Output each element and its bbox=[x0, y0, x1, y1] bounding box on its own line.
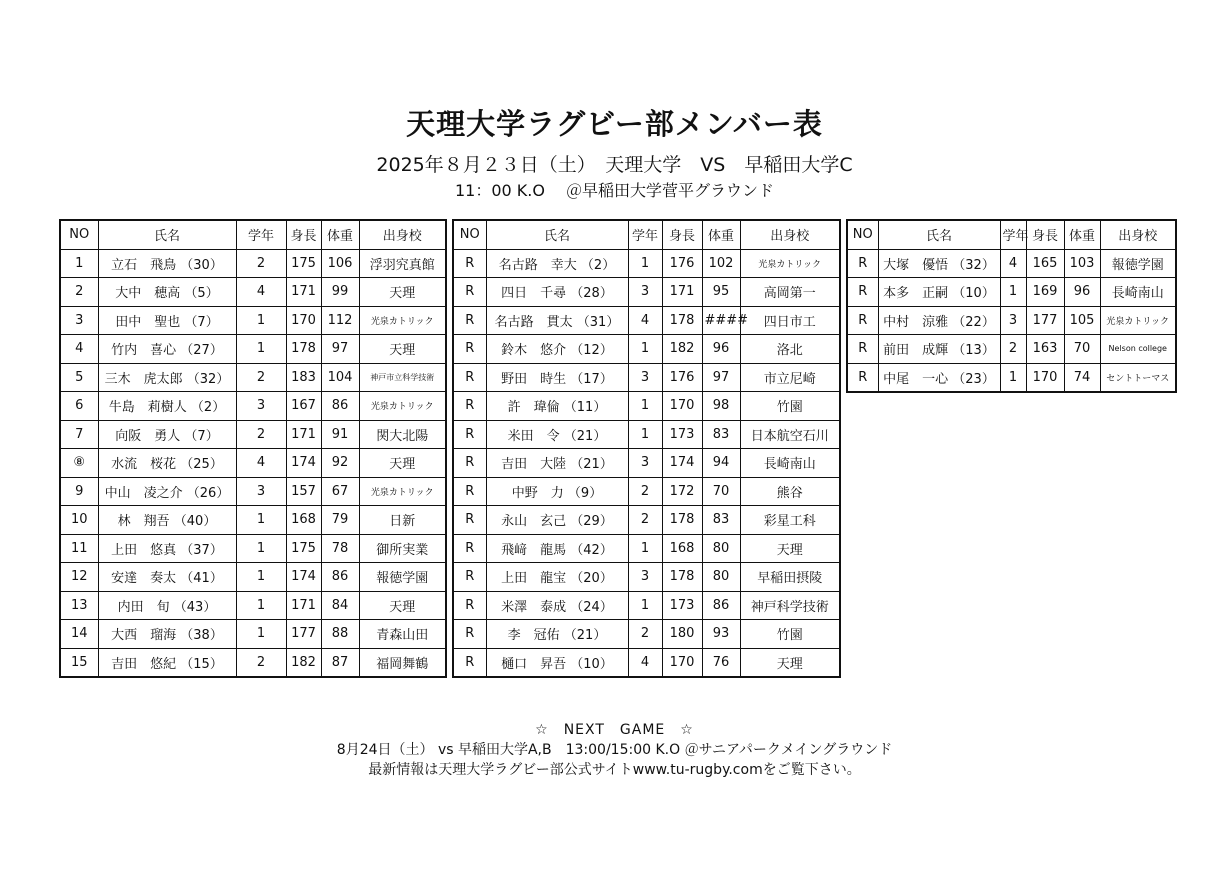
grade-cell: 3 bbox=[628, 449, 662, 478]
header-weight: 体重 bbox=[321, 220, 359, 249]
name-cell: 名古路 貫太 （31） bbox=[486, 306, 628, 335]
grade-cell: 1 bbox=[1000, 278, 1026, 307]
table-row bbox=[453, 420, 840, 449]
grade-cell: 2 bbox=[236, 648, 286, 677]
header-school: 出身校 bbox=[1100, 220, 1176, 249]
height-cell: 178 bbox=[662, 563, 702, 592]
height-cell: 170 bbox=[1026, 363, 1064, 392]
name-cell: 大中 穂高 （5） bbox=[98, 278, 236, 307]
weight-cell: 97 bbox=[702, 363, 740, 392]
no-cell: 3 bbox=[60, 306, 98, 335]
height-cell: 174 bbox=[286, 449, 321, 478]
school-cell: 熊谷 bbox=[740, 477, 840, 506]
table-row bbox=[847, 249, 1176, 278]
school-cell: 光泉カトリック bbox=[359, 306, 446, 335]
name-cell: 上田 悠真 （37） bbox=[98, 534, 236, 563]
grade-cell: 1 bbox=[628, 420, 662, 449]
name-cell: 中山 凌之介 （26） bbox=[98, 477, 236, 506]
no-cell: R bbox=[847, 363, 878, 392]
height-cell: 180 bbox=[662, 620, 702, 649]
weight-cell: 86 bbox=[702, 591, 740, 620]
grade-cell: 4 bbox=[236, 449, 286, 478]
table-row bbox=[60, 392, 446, 421]
school-cell: 天理 bbox=[740, 534, 840, 563]
kickoff-venue: 11：00 K.O ＠早稲田大学菅平グラウンド bbox=[454, 181, 775, 200]
no-cell: 4 bbox=[60, 335, 98, 364]
school-cell: 早稲田摂陵 bbox=[740, 563, 840, 592]
table-row bbox=[60, 506, 446, 535]
height-cell: 167 bbox=[286, 392, 321, 421]
header-grade: 学年 bbox=[1000, 220, 1026, 249]
table-row bbox=[453, 591, 840, 620]
name-cell: 安達 奏太 （41） bbox=[98, 563, 236, 592]
table-row bbox=[60, 534, 446, 563]
name-cell: 牛島 莉樹人 （2） bbox=[98, 392, 236, 421]
name-cell: 飛﨑 龍馬 （42） bbox=[486, 534, 628, 563]
grade-cell: 2 bbox=[236, 420, 286, 449]
weight-cell: 80 bbox=[702, 563, 740, 592]
height-cell: 178 bbox=[286, 335, 321, 364]
grade-cell: 1 bbox=[236, 335, 286, 364]
header-name: 氏名 bbox=[486, 220, 628, 249]
weight-cell: 94 bbox=[702, 449, 740, 478]
height-cell: 170 bbox=[662, 648, 702, 677]
school-cell: 天理 bbox=[359, 335, 446, 364]
school-cell: 神戸市立科学技術 bbox=[359, 363, 446, 392]
name-cell: 中野 力 （9） bbox=[486, 477, 628, 506]
school-cell: 光泉カトリック bbox=[740, 249, 840, 278]
school-cell: 福岡舞鶴 bbox=[359, 648, 446, 677]
roster-table-reserves-1 bbox=[452, 219, 841, 678]
weight-cell: 92 bbox=[321, 449, 359, 478]
school-cell: 報徳学園 bbox=[359, 563, 446, 592]
weight-cell: 102 bbox=[702, 249, 740, 278]
no-cell: 6 bbox=[60, 392, 98, 421]
header-name: 氏名 bbox=[878, 220, 1000, 249]
table-row bbox=[453, 306, 840, 335]
roster-table-reserves-2 bbox=[846, 219, 1177, 393]
header-row bbox=[60, 220, 446, 249]
weight-cell: 67 bbox=[321, 477, 359, 506]
name-cell: 許 瑋倫 （11） bbox=[486, 392, 628, 421]
grade-cell: 3 bbox=[236, 392, 286, 421]
table-row bbox=[453, 249, 840, 278]
header-row bbox=[453, 220, 840, 249]
grade-cell: 3 bbox=[628, 563, 662, 592]
header-height: 身長 bbox=[662, 220, 702, 249]
weight-cell: 106 bbox=[321, 249, 359, 278]
grade-cell: 4 bbox=[236, 278, 286, 307]
school-cell: 浮羽究真館 bbox=[359, 249, 446, 278]
table-row bbox=[60, 306, 446, 335]
table-row bbox=[60, 563, 446, 592]
no-cell: R bbox=[453, 591, 486, 620]
header-school: 出身校 bbox=[359, 220, 446, 249]
name-cell: 大塚 優悟 （32） bbox=[878, 249, 1000, 278]
height-cell: 177 bbox=[286, 620, 321, 649]
school-cell: 天理 bbox=[740, 648, 840, 677]
height-cell: 168 bbox=[286, 506, 321, 535]
table-row bbox=[60, 620, 446, 649]
weight-cell: 70 bbox=[1064, 335, 1100, 364]
header-height: 身長 bbox=[286, 220, 321, 249]
grade-cell: 1 bbox=[628, 534, 662, 563]
weight-cell: 83 bbox=[702, 420, 740, 449]
no-cell: R bbox=[453, 563, 486, 592]
height-cell: 177 bbox=[1026, 306, 1064, 335]
weight-cell: 93 bbox=[702, 620, 740, 649]
no-cell: R bbox=[453, 506, 486, 535]
name-cell: 三木 虎太郎 （32） bbox=[98, 363, 236, 392]
height-cell: 169 bbox=[1026, 278, 1064, 307]
next-game-heading: ☆ NEXT GAME ☆ bbox=[535, 722, 694, 738]
name-cell: 上田 龍宝 （20） bbox=[486, 563, 628, 592]
grade-cell: 1 bbox=[236, 534, 286, 563]
no-cell: 11 bbox=[60, 534, 98, 563]
header-school: 出身校 bbox=[740, 220, 840, 249]
no-cell: R bbox=[847, 335, 878, 364]
weight-cell: 104 bbox=[321, 363, 359, 392]
no-cell: 10 bbox=[60, 506, 98, 535]
height-cell: 175 bbox=[286, 534, 321, 563]
name-cell: 野田 時生 （17） bbox=[486, 363, 628, 392]
school-cell: 光泉カトリック bbox=[359, 477, 446, 506]
weight-cell: 99 bbox=[321, 278, 359, 307]
header-no: NO bbox=[60, 220, 98, 249]
no-cell: R bbox=[847, 306, 878, 335]
weight-cell: 80 bbox=[702, 534, 740, 563]
weight-cell: 87 bbox=[321, 648, 359, 677]
table-row bbox=[60, 420, 446, 449]
name-cell: 名古路 幸大 （2） bbox=[486, 249, 628, 278]
name-cell: 米田 令 （21） bbox=[486, 420, 628, 449]
header-weight: 体重 bbox=[1064, 220, 1100, 249]
school-cell: 洛北 bbox=[740, 335, 840, 364]
name-cell: 中尾 一心 （23） bbox=[878, 363, 1000, 392]
school-cell: 光泉カトリック bbox=[1100, 306, 1176, 335]
name-cell: 四日 千尋 （28） bbox=[486, 278, 628, 307]
no-cell: 14 bbox=[60, 620, 98, 649]
weight-cell: 98 bbox=[702, 392, 740, 421]
no-cell: 13 bbox=[60, 591, 98, 620]
table-row bbox=[453, 477, 840, 506]
school-cell: 長崎南山 bbox=[740, 449, 840, 478]
weight-cell: 96 bbox=[1064, 278, 1100, 307]
height-cell: 163 bbox=[1026, 335, 1064, 364]
no-cell: R bbox=[453, 534, 486, 563]
name-cell: 田中 聖也 （7） bbox=[98, 306, 236, 335]
height-cell: 157 bbox=[286, 477, 321, 506]
school-cell: 竹園 bbox=[740, 392, 840, 421]
table-row bbox=[453, 620, 840, 649]
table-row bbox=[453, 335, 840, 364]
weight-cell: 112 bbox=[321, 306, 359, 335]
name-cell: 樋口 昇吾 （10） bbox=[486, 648, 628, 677]
next-game-detail: 8月24日（土） vs 早稲田大学A,B 13:00/15:00 K.O ＠サニアパークメイングラウンド bbox=[336, 742, 893, 758]
height-cell: 173 bbox=[662, 420, 702, 449]
school-cell: Nelson college bbox=[1100, 335, 1176, 364]
weight-cell: 83 bbox=[702, 506, 740, 535]
height-cell: 176 bbox=[662, 363, 702, 392]
school-cell: 天理 bbox=[359, 449, 446, 478]
table-row bbox=[453, 563, 840, 592]
height-cell: 170 bbox=[662, 392, 702, 421]
grade-cell: 1 bbox=[236, 306, 286, 335]
name-cell: 竹内 喜心 （27） bbox=[98, 335, 236, 364]
name-cell: 米澤 泰成 （24） bbox=[486, 591, 628, 620]
height-cell: 174 bbox=[662, 449, 702, 478]
school-cell: 市立尼崎 bbox=[740, 363, 840, 392]
school-cell: 日新 bbox=[359, 506, 446, 535]
no-cell: 1 bbox=[60, 249, 98, 278]
name-cell: 吉田 悠紀 （15） bbox=[98, 648, 236, 677]
grade-cell: 2 bbox=[628, 506, 662, 535]
weight-cell: 97 bbox=[321, 335, 359, 364]
height-cell: 171 bbox=[286, 591, 321, 620]
weight-cell: 103 bbox=[1064, 249, 1100, 278]
header-no: NO bbox=[847, 220, 878, 249]
header-height: 身長 bbox=[1026, 220, 1064, 249]
weight-cell: 86 bbox=[321, 392, 359, 421]
no-cell: R bbox=[453, 335, 486, 364]
weight-cell: 79 bbox=[321, 506, 359, 535]
no-cell: 2 bbox=[60, 278, 98, 307]
table-row bbox=[60, 477, 446, 506]
grade-cell: 1 bbox=[628, 335, 662, 364]
height-cell: 172 bbox=[662, 477, 702, 506]
grade-cell: 4 bbox=[628, 648, 662, 677]
weight-cell: 86 bbox=[321, 563, 359, 592]
grade-cell: 2 bbox=[236, 363, 286, 392]
school-cell: 彩星工科 bbox=[740, 506, 840, 535]
school-cell: 四日市工 bbox=[740, 306, 840, 335]
height-cell: 178 bbox=[662, 506, 702, 535]
no-cell: R bbox=[453, 363, 486, 392]
official-site-info: 最新情報は天理大学ラグビー部公式サイトwww.tu-rugby.comをご覧下さい。 bbox=[368, 762, 861, 778]
no-cell: R bbox=[453, 306, 486, 335]
grade-cell: 3 bbox=[628, 278, 662, 307]
table-row bbox=[453, 449, 840, 478]
height-cell: 183 bbox=[286, 363, 321, 392]
height-cell: 168 bbox=[662, 534, 702, 563]
header-grade: 学年 bbox=[236, 220, 286, 249]
no-cell: R bbox=[453, 278, 486, 307]
table-row bbox=[453, 392, 840, 421]
no-cell: 5 bbox=[60, 363, 98, 392]
grade-cell: 3 bbox=[628, 363, 662, 392]
table-row bbox=[847, 363, 1176, 392]
school-cell: 御所実業 bbox=[359, 534, 446, 563]
weight-cell: 95 bbox=[702, 278, 740, 307]
roster-table-starters bbox=[59, 219, 447, 678]
table-row bbox=[60, 449, 446, 478]
name-cell: 吉田 大陸 （21） bbox=[486, 449, 628, 478]
header-weight: 体重 bbox=[702, 220, 740, 249]
school-cell: 光泉カトリック bbox=[359, 392, 446, 421]
weight-cell: 96 bbox=[702, 335, 740, 364]
table-row bbox=[60, 363, 446, 392]
table-row bbox=[453, 363, 840, 392]
no-cell: R bbox=[453, 249, 486, 278]
name-cell: 本多 正嗣 （10） bbox=[878, 278, 1000, 307]
school-cell: 青森山田 bbox=[359, 620, 446, 649]
header-no: NO bbox=[453, 220, 486, 249]
school-cell: 天理 bbox=[359, 278, 446, 307]
table-row bbox=[60, 278, 446, 307]
name-cell: 林 翔吾 （40） bbox=[98, 506, 236, 535]
grade-cell: 1 bbox=[628, 591, 662, 620]
height-cell: 176 bbox=[662, 249, 702, 278]
table-row bbox=[453, 506, 840, 535]
grade-cell: 3 bbox=[1000, 306, 1026, 335]
grade-cell: 2 bbox=[1000, 335, 1026, 364]
weight-cell: #### bbox=[702, 306, 740, 335]
no-cell: R bbox=[453, 477, 486, 506]
no-cell: R bbox=[847, 249, 878, 278]
table-row bbox=[60, 249, 446, 278]
no-cell: R bbox=[453, 620, 486, 649]
height-cell: 174 bbox=[286, 563, 321, 592]
height-cell: 173 bbox=[662, 591, 702, 620]
grade-cell: 2 bbox=[236, 249, 286, 278]
grade-cell: 1 bbox=[236, 591, 286, 620]
school-cell: 長崎南山 bbox=[1100, 278, 1176, 307]
grade-cell: 4 bbox=[1000, 249, 1026, 278]
table-row bbox=[453, 648, 840, 677]
no-cell: 12 bbox=[60, 563, 98, 592]
height-cell: 171 bbox=[286, 278, 321, 307]
school-cell: 竹園 bbox=[740, 620, 840, 649]
table-row bbox=[60, 648, 446, 677]
no-cell: 9 bbox=[60, 477, 98, 506]
name-cell: 前田 成輝 （13） bbox=[878, 335, 1000, 364]
school-cell: 高岡第一 bbox=[740, 278, 840, 307]
school-cell: 報徳学園 bbox=[1100, 249, 1176, 278]
no-cell: 7 bbox=[60, 420, 98, 449]
header-row bbox=[847, 220, 1176, 249]
page-title: 天理大学ラグビー部メンバー表 bbox=[406, 107, 823, 141]
height-cell: 182 bbox=[662, 335, 702, 364]
grade-cell: 2 bbox=[628, 620, 662, 649]
height-cell: 182 bbox=[286, 648, 321, 677]
grade-cell: 1 bbox=[628, 249, 662, 278]
grade-cell: 1 bbox=[628, 392, 662, 421]
height-cell: 171 bbox=[286, 420, 321, 449]
weight-cell: 76 bbox=[702, 648, 740, 677]
name-cell: 中村 涼雅 （22） bbox=[878, 306, 1000, 335]
no-cell: ⑧ bbox=[60, 449, 98, 478]
no-cell: R bbox=[453, 648, 486, 677]
school-cell: セントトーマス bbox=[1100, 363, 1176, 392]
name-cell: 鈴木 悠介 （12） bbox=[486, 335, 628, 364]
school-cell: 関大北陽 bbox=[359, 420, 446, 449]
name-cell: 水流 桜花 （25） bbox=[98, 449, 236, 478]
weight-cell: 70 bbox=[702, 477, 740, 506]
grade-cell: 3 bbox=[236, 477, 286, 506]
name-cell: 向阪 勇人 （7） bbox=[98, 420, 236, 449]
weight-cell: 105 bbox=[1064, 306, 1100, 335]
header-name: 氏名 bbox=[98, 220, 236, 249]
table-row bbox=[847, 306, 1176, 335]
name-cell: 立石 飛鳥 （30） bbox=[98, 249, 236, 278]
school-cell: 日本航空石川 bbox=[740, 420, 840, 449]
school-cell: 天理 bbox=[359, 591, 446, 620]
name-cell: 内田 旬 （43） bbox=[98, 591, 236, 620]
grade-cell: 2 bbox=[628, 477, 662, 506]
height-cell: 171 bbox=[662, 278, 702, 307]
grade-cell: 1 bbox=[236, 563, 286, 592]
height-cell: 170 bbox=[286, 306, 321, 335]
weight-cell: 84 bbox=[321, 591, 359, 620]
weight-cell: 88 bbox=[321, 620, 359, 649]
match-subtitle: 2025年８月２３日（土） 天理大学 VS 早稲田大学C bbox=[376, 154, 853, 176]
height-cell: 165 bbox=[1026, 249, 1064, 278]
table-row bbox=[60, 591, 446, 620]
grade-cell: 1 bbox=[236, 620, 286, 649]
table-row bbox=[60, 335, 446, 364]
weight-cell: 78 bbox=[321, 534, 359, 563]
name-cell: 大西 瑠海 （38） bbox=[98, 620, 236, 649]
no-cell: R bbox=[453, 392, 486, 421]
weight-cell: 91 bbox=[321, 420, 359, 449]
table-row bbox=[847, 335, 1176, 364]
grade-cell: 1 bbox=[1000, 363, 1026, 392]
table-row bbox=[453, 534, 840, 563]
no-cell: R bbox=[453, 420, 486, 449]
header-grade: 学年 bbox=[628, 220, 662, 249]
table-row bbox=[847, 278, 1176, 307]
name-cell: 李 冠佑 （21） bbox=[486, 620, 628, 649]
height-cell: 178 bbox=[662, 306, 702, 335]
grade-cell: 4 bbox=[628, 306, 662, 335]
no-cell: R bbox=[453, 449, 486, 478]
weight-cell: 74 bbox=[1064, 363, 1100, 392]
name-cell: 永山 玄己 （29） bbox=[486, 506, 628, 535]
no-cell: R bbox=[847, 278, 878, 307]
no-cell: 15 bbox=[60, 648, 98, 677]
grade-cell: 1 bbox=[236, 506, 286, 535]
table-row bbox=[453, 278, 840, 307]
school-cell: 神戸科学技術 bbox=[740, 591, 840, 620]
height-cell: 175 bbox=[286, 249, 321, 278]
